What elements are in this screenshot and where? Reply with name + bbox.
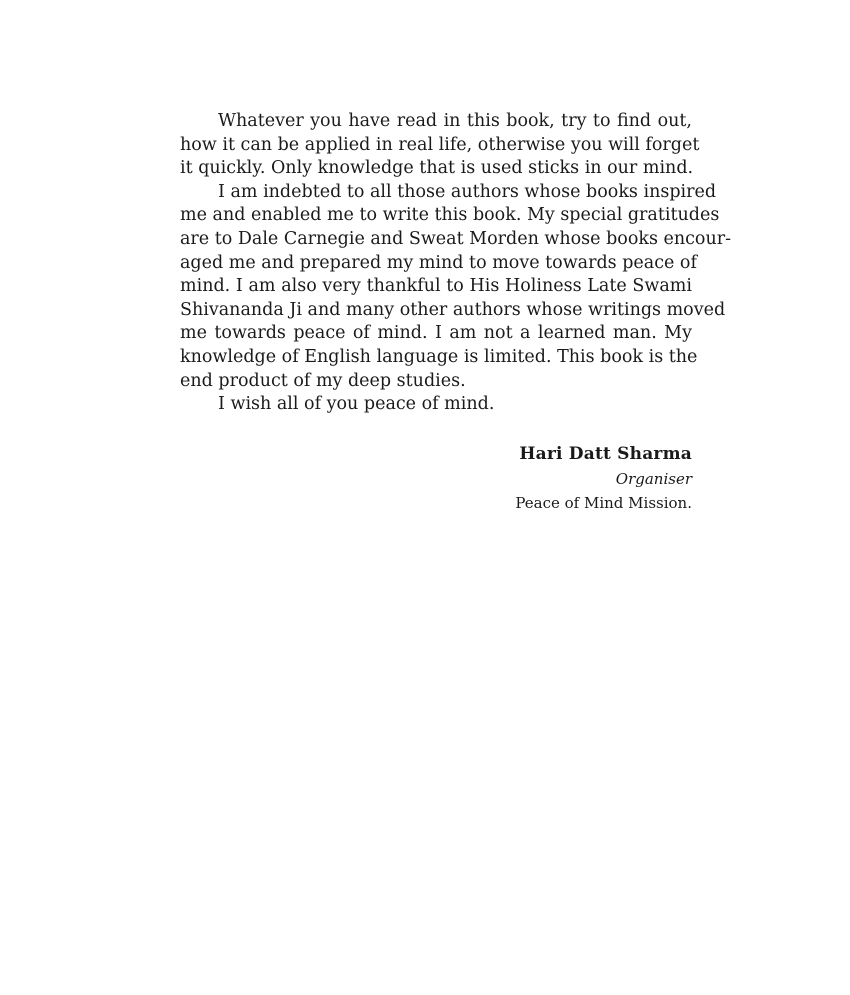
paragraph-2-line-4: aged me and prepared my mind to move towards peace of bbox=[180, 252, 697, 273]
paragraph-2-line-8: knowledge of English language is limited. This book is the bbox=[180, 346, 698, 367]
paragraph-1-line-3: it quickly. Only knowledge that is used sticks in our mind. bbox=[180, 158, 694, 179]
body-text bbox=[180, 110, 732, 417]
paragraph-2-line-7: me towards peace of mind. I am not a learned man. My bbox=[180, 323, 692, 344]
paragraph-2-line-6: Shivananda Ji and many other authors whose writings moved bbox=[180, 299, 726, 320]
paragraph-2-line-3: are to Dale Carnegie and Sweat Morden whose books encour- bbox=[180, 228, 732, 249]
paragraph-2-line-1: I am indebted to all those authors whose books inspired bbox=[218, 181, 717, 202]
author-name: Hari Datt Sharma bbox=[519, 444, 692, 464]
paragraph-2-line-2: me and enabled me to write this book. My special gratitudes bbox=[180, 205, 720, 226]
author-role: Organiser bbox=[615, 470, 692, 488]
paragraph-1-line-2: how it can be applied in real life, otherwise you will forget bbox=[180, 134, 700, 155]
paragraph-1-line-1: Whatever you have read in this book, try to find out, bbox=[218, 111, 692, 131]
signature-block bbox=[515, 441, 692, 515]
paragraph-3-line-1: I wish all of you peace of mind. bbox=[218, 394, 495, 415]
paragraph-2-line-5: mind. I am also very thankful to His Holiness Late Swami bbox=[180, 276, 692, 297]
paragraph-2-line-9: end product of my deep studies. bbox=[180, 370, 466, 391]
author-organization: Peace of Mind Mission. bbox=[515, 494, 692, 512]
